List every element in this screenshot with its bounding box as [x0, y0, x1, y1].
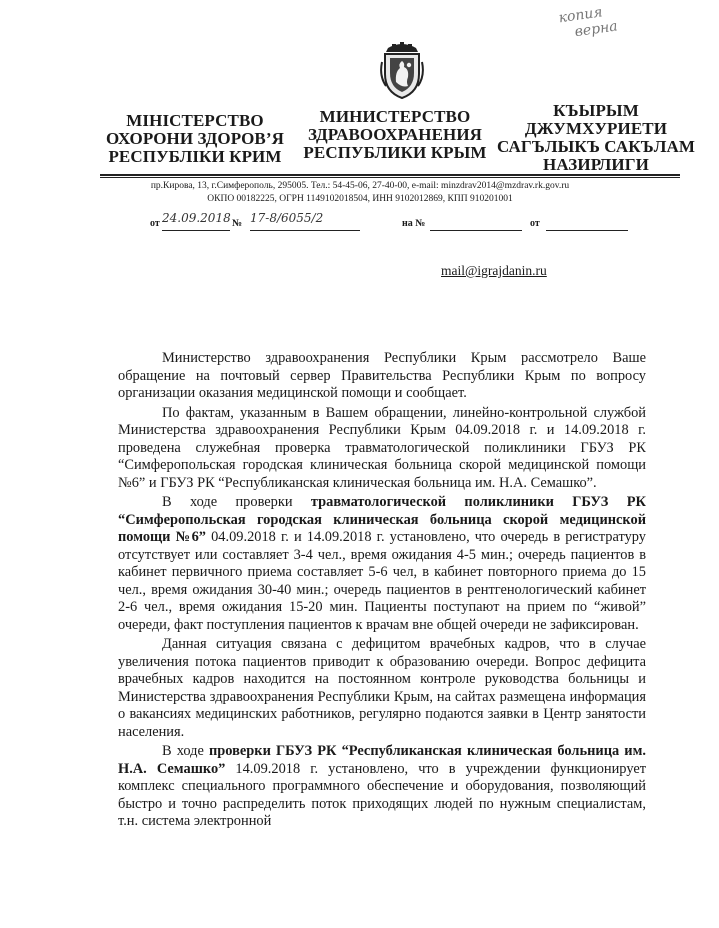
- date-underline: [162, 230, 230, 231]
- ministry-name-crimean-tatar: [496, 102, 696, 174]
- letter-body: [118, 350, 646, 833]
- text-segment: Данная ситуация связана с дефицитом врачебных кадров, что в случае увеличения потока пациентов приводит к образованию очереди. Вопрос дефицита врачебных кадров находится на постоянном контроле руководства больницы и Министерства здравоохранения Республики Крым, на сайтах размещена информация о вакансиях медицинских работников, регулярно подаются заявки в Центр занятости населения.: [118, 636, 646, 740]
- ministry-crh-line-4: НАЗИРЛИГИ: [543, 155, 649, 174]
- ministry-uk-line-1: МІНІСТЕРСТВО: [126, 111, 264, 130]
- ministry-uk-line-2: ОХОРОНИ ЗДОРОВ’Я: [106, 129, 284, 148]
- registration-date: 24.09.2018: [162, 211, 231, 225]
- text-segment: В ходе: [162, 743, 209, 759]
- reference-number-label: на №: [402, 218, 426, 229]
- bold-text-segment: травматологической поликлиники ГБУЗ РК “Симферопольская городская клиническая больница скорой медицинской помощи №6”: [118, 494, 646, 545]
- handwritten-note-line-2: верна: [573, 18, 619, 41]
- number-label: №: [232, 218, 243, 229]
- contact-line-address: пр.Кирова, 13, г.Симферополь, 295005. Тел.: 54-45-06, 27-40-00, e-mail: minzdrav2014@mzdrav.rk.gov.ru: [150, 181, 570, 191]
- ministry-name-ukrainian: [100, 112, 290, 166]
- body-paragraph: [118, 494, 646, 634]
- ministry-ru-line-1: МИНИСТЕРСТВО: [319, 107, 471, 126]
- coat-of-arms-emblem: [378, 42, 426, 100]
- bold-text-segment: проверки ГБУЗ РК “Республиканская клиническая больница им. Н.А. Семашко”: [118, 743, 646, 777]
- date-label: от: [150, 218, 160, 229]
- contact-line-codes: ОКПО 00182225, ОГРН 1149102018504, ИНН 9102012869, КПП 910201001: [207, 194, 513, 204]
- text-segment: 14.09.2018 г. установлено, что в учреждении функционирует комплекс специального программного обеспечение и оборудования, позволяющий быстро и точно распределить поток приходящих людей по нужным специалистам, т.н. система электронной: [118, 760, 646, 829]
- reference-date-label: от: [530, 218, 540, 229]
- header-divider-thick: [100, 174, 680, 176]
- ministry-ru-line-2: ЗДРАВООХРАНЕНИЯ: [307, 125, 483, 144]
- recipient-email: mail@igrajdanin.ru: [441, 263, 547, 278]
- body-paragraph: [118, 743, 646, 831]
- ministry-crh-line-2: ДЖУМХУРИЕТИ: [524, 119, 668, 138]
- body-paragraph: [118, 636, 646, 741]
- ministry-crh-line-3: САГЪЛЫКЪ САКЪЛАМ: [496, 137, 696, 156]
- text-segment: В ходе проверки: [162, 494, 311, 510]
- reference-date-underline: [546, 230, 628, 231]
- handwritten-note-line-1: копия: [557, 4, 604, 27]
- ministry-uk-line-3: РЕСПУБЛІКИ КРИМ: [108, 147, 282, 166]
- text-segment: По фактам, указанным в Вашем обращении, линейно-контрольной службой Министерства здравоохранения Республики Крым 04.09.2018 г. и 14.09.2018 г. проведена служебная проверка травматологической поликлиники ГБУЗ РК “Симферопольская городская клиническая больница скорой медицинской помощи №6” и ГБУЗ РК “Республиканская клиническая больница им. Н.А. Семашко”.: [118, 404, 646, 491]
- text-segment: Министерство здравоохранения Республики Крым рассмотрело Ваше обращение на почтовый сервер Правительства Республики Крым по вопросу организации оказания медицинской помощи и сообщает.: [118, 350, 646, 401]
- body-paragraph: [118, 350, 646, 403]
- body-paragraph: [118, 405, 646, 493]
- reference-number-underline: [430, 230, 522, 231]
- number-underline: [250, 230, 360, 231]
- header-divider-thin: [100, 177, 680, 178]
- ministry-crh-line-1: КЪЫРЫМ: [553, 102, 639, 120]
- ministry-name-russian: [300, 108, 490, 162]
- handwritten-note: [558, 0, 653, 50]
- registration-number: 17-8/6055/2: [250, 211, 324, 225]
- text-segment: 04.09.2018 г. и 14.09.2018 г. установлено, что очередь в регистратуру отсутствует или составляет 3-4 чел., время ожидания 4-5 мин.; очередь пациентов в кабинет первичного приема составляет 5-6 чел, в кабинет повторного приема до 15 чел., время ожидания 30-40 мин.; очередь пациентов в рентгенологический кабинет 2-6 чел., время ожидания 15-20 мин. Пациенты поступают на прием по “живой” очереди, факт поступления пациентов к врачам вне общей очереди не зафиксирован.: [118, 529, 646, 633]
- ministry-ru-line-3: РЕСПУБЛИКИ КРЫМ: [303, 143, 487, 162]
